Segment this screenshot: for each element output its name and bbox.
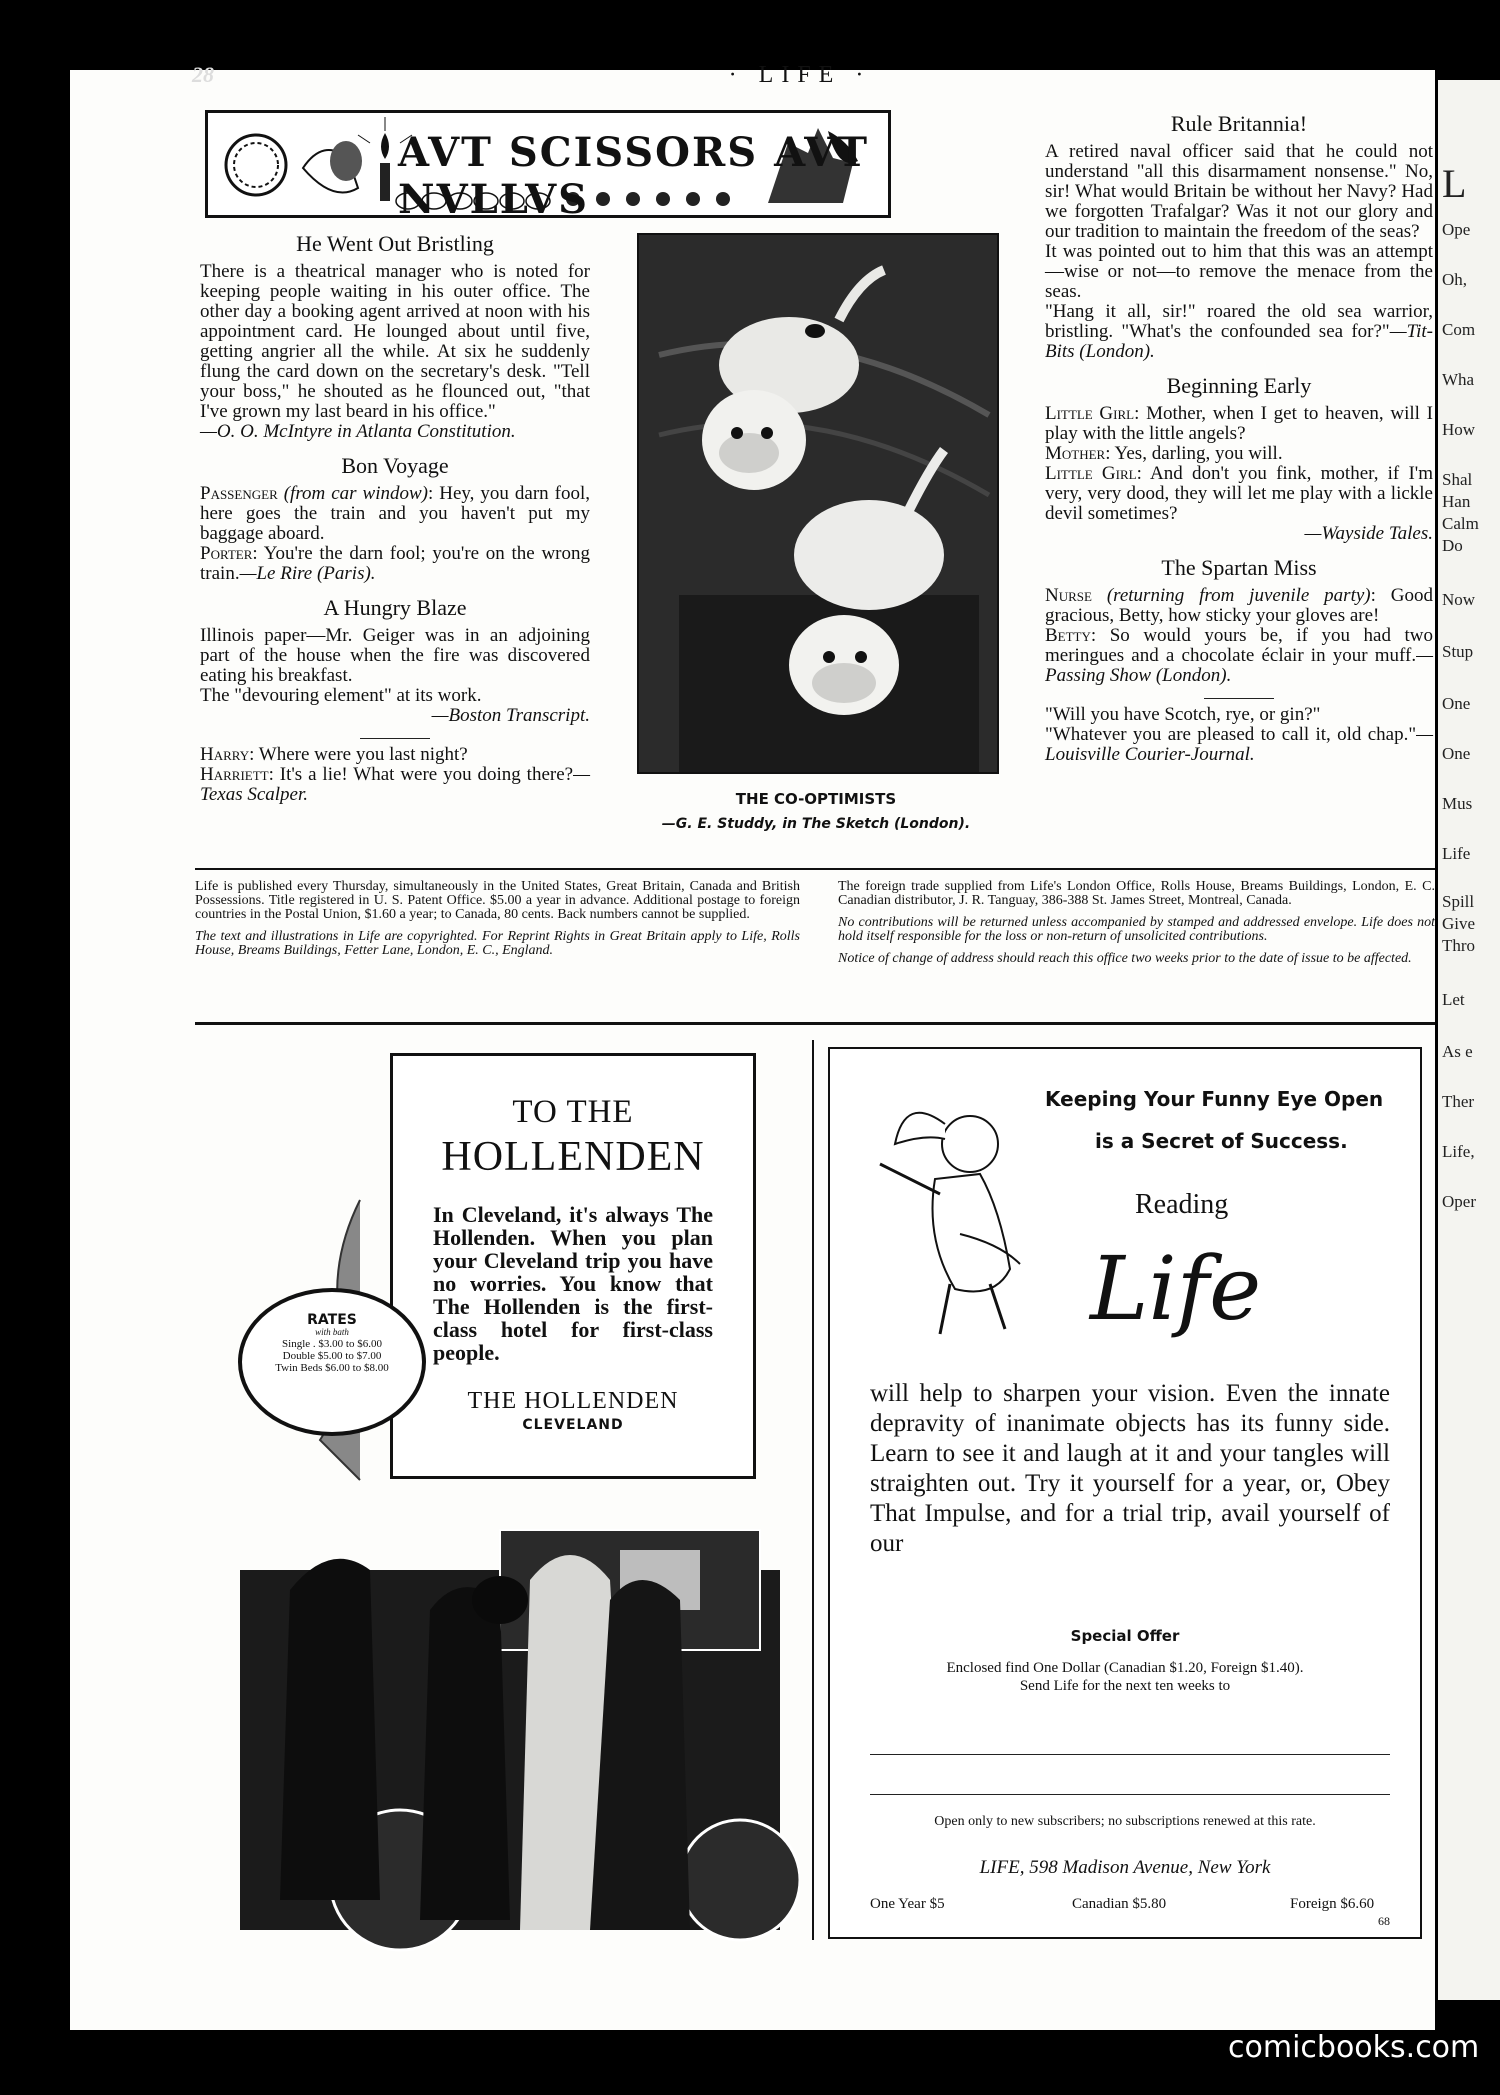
rate-twin: Twin Beds $6.00 to $8.00 (275, 1362, 389, 1374)
address-write-line[interactable] (870, 1754, 1390, 1755)
edge-fragment: Spill (1442, 892, 1475, 911)
stage-direction: (returning from juvenile party) (1106, 585, 1371, 606)
rate-single: Single . $3.00 to $6.00 (282, 1338, 382, 1350)
offer-terms (830, 1659, 1420, 1695)
column-left (200, 220, 590, 805)
cupid-illustration (860, 1084, 1050, 1344)
line-text: : You're the darn fool; you're on the wrong train. (200, 543, 590, 584)
story-source: —Passing Show (London). (1045, 645, 1433, 686)
story-source: —O. O. McIntyre in Atlanta Constitution. (200, 421, 516, 442)
life-logo: Life (1090, 1237, 1262, 1340)
story-source: —Wayside Tales. (1304, 523, 1433, 544)
speaker: Porter (200, 543, 253, 564)
edge-fragment: Calm (1442, 514, 1479, 533)
column-divider (812, 1040, 814, 1940)
watermark: comicbooks.com (1228, 2030, 1480, 2065)
line-text: "Hang it all, sir!" roared the old sea warrior, bristling. "What's the confounded sea for?" (1045, 301, 1433, 342)
line-text: : Mother, when I get to heaven, will I play with the little angels? (1045, 403, 1433, 444)
dialogue-line (1045, 725, 1433, 765)
ad-heading: TO THE (512, 1094, 634, 1130)
publication-info-right (838, 880, 1435, 974)
cartoon-photo (637, 233, 999, 774)
masthead: · LIFE · (728, 62, 872, 88)
story-body: There is a theatrical manager who is noted for keeping people waiting in his outer office. The other day a booking agent arrived at noon with his appointment card. He lounged about until five, getting angrier all the while. At six he suddenly flung the card down on the secretary's desk. "Tell your boss," he shouted as he flounced out, "that I've grown my last beard in his office." (200, 261, 590, 422)
price-canadian: Canadian $5.80 (1072, 1896, 1167, 1912)
speaker: Little Girl (1045, 403, 1135, 424)
column-right (1045, 100, 1433, 765)
rates-title: RATES (307, 1312, 357, 1328)
edge-fragment: Com (1442, 320, 1476, 339)
publication-info: Life is published every Thursday, simultaneously in the United States, Great Britain, Canada and British Possessions. Title registered in U. S. Patent Office. $5.00 a year in advance. Additional postage to foreign countries in the Postal Union, $1.60 a year; to Canada, 80 cents. Back numbers cannot be supplied. (195, 879, 800, 922)
dialogue-line (200, 745, 590, 765)
story-source: —Louisville Courier-Journal. (1045, 724, 1433, 765)
dialogue-line (1045, 586, 1433, 626)
edge-fragment: Let (1442, 990, 1465, 1009)
story-title: Bon Voyage (341, 453, 449, 478)
special-offer-title: Special Offer (1070, 1627, 1180, 1645)
story-body: Illinois paper—Mr. Geiger was in an adjoining part of the house when the fire was discovered eating his breakfast. (200, 625, 590, 686)
dialogue-line (1045, 464, 1433, 524)
story-source: —Tit-Bits (London). (1045, 321, 1433, 362)
line-text: : Where were you last night? (249, 744, 468, 765)
story-title: The Spartan Miss (1161, 555, 1317, 580)
story-source: —Boston Transcript. (431, 705, 590, 726)
dialogue-line: "Will you have Scotch, rye, or gin?" (1045, 704, 1321, 725)
edge-fragment: Life (1442, 844, 1471, 863)
story-source: —Le Rire (Paris). (239, 563, 376, 584)
edge-fragment: Stup (1442, 642, 1474, 661)
next-page-initial: L (1442, 161, 1467, 206)
edge-fragment: One (1442, 694, 1471, 713)
dialogue-line (1045, 404, 1433, 444)
edge-fragment: Oper (1442, 1192, 1476, 1211)
cartoon-caption: THE CO-OPTIMISTS (735, 790, 897, 808)
page-number: 28 (192, 62, 214, 87)
story-body: A retired naval officer said that he could not understand "all this disarmament nonsense." No, sir! What would Britain be without her Navy? Had we forgotten Trafalgar? Was it not our glory and our tradition to maintain the freedom of the seas? (1045, 141, 1433, 242)
reading-label: Reading (1135, 1189, 1229, 1220)
publisher-address: LIFE, 598 Madison Avenue, New York (979, 1857, 1271, 1878)
speaker: Little Girl (1045, 463, 1137, 484)
story-body: It was pointed out to him that this was an attempt—wise or not—to remove the menace from the seas. (1045, 241, 1433, 302)
price-foreign: Foreign $6.60 (1290, 1896, 1375, 1912)
send-line: Send Life for the next ten weeks to (1019, 1678, 1231, 1694)
story-body: The "devouring element" at its work. (200, 685, 482, 706)
speaker: Harry (200, 744, 250, 765)
edge-fragment: As e (1442, 1042, 1473, 1061)
line-text: : Hey, you darn fool, here goes the train and you haven't put my baggage aboard. (200, 483, 590, 544)
ad-body: In Cleveland, it's always The Hollenden. When you plan your Cleveland trip you have no worries. You know that The Hollenden is the first-class hotel for first-class people. (433, 1202, 713, 1365)
line-text: : So would yours be, if you had two meringues and a chocolate éclair in your muff. (1045, 625, 1433, 666)
edge-fragment: Ther (1442, 1092, 1475, 1111)
life-subscription-ad (828, 1047, 1422, 1939)
enclosed-line: Enclosed find One Dollar (Canadian $1.20, Foreign $1.40). (946, 1660, 1304, 1676)
dialogue-line (1045, 626, 1433, 686)
hotel-name: THE HOLLENDEN (467, 1388, 679, 1414)
address-write-line[interactable] (870, 1794, 1390, 1795)
rule-top (195, 868, 1435, 870)
line-text: "Whatever you are pleased to call it, old chap." (1045, 724, 1417, 745)
dialogue-line (200, 765, 590, 805)
dialogue-line (200, 484, 590, 544)
cartoon-credit: —G. E. Studdy, in The Sketch (London). (661, 816, 971, 832)
contributions-notice: No contributions will be returned unless accompanied by stamped and addressed envelope. Life does not hold itself responsible for the loss or non-return of unsolicited contributions. (838, 915, 1435, 944)
edge-fragment: Thro (1442, 936, 1476, 955)
line-text: : And don't you fink, mother, if I'm very, very dood, they will let me play with a lickle devil sometimes? (1045, 463, 1433, 524)
edge-fragment: One (1442, 744, 1471, 763)
ad-headline-2: is a Secret of Success. (1095, 1129, 1348, 1153)
story-title: Rule Britannia! (1170, 111, 1308, 136)
speaker: Mother (1045, 443, 1106, 464)
rule-bottom (195, 1022, 1435, 1025)
dialogue-line (1045, 444, 1433, 464)
divider (1204, 698, 1274, 699)
edge-fragment: Oh, (1442, 270, 1468, 289)
subscriber-notice: Open only to new subscribers; no subscriptions renewed at this rate. (934, 1814, 1316, 1829)
section-banner (205, 110, 891, 223)
line-text: : It's a lie! What were you doing there? (268, 764, 574, 785)
edge-fragment: Give (1442, 914, 1476, 933)
story-source: —Texas Scalper. (200, 764, 590, 805)
ad-code: 68 (1378, 1914, 1390, 1928)
rate-double: Double $5.00 to $7.00 (282, 1350, 382, 1362)
banner-title: AVT SCISSORS AVT NVLLVS (398, 129, 870, 223)
edge-fragment: How (1442, 420, 1476, 439)
edge-fragment: Life, (1442, 1142, 1475, 1161)
edge-fragment: Now (1442, 590, 1476, 609)
line-text: : Good gracious, Betty, how sticky your gloves are! (1045, 585, 1433, 626)
ad-copy: will help to sharpen your vision. Even the innate depravity of inanimate objects has its funny side. Learn to see it and laugh at it and your tangles will straighten out. Try it yourself for a year, or, Obey That Impulse, and for a trial trip, avail yourself of our (870, 1380, 1390, 1557)
line-text: : Yes, darling, you will. (1105, 443, 1283, 464)
ad-heading-hotel: HOLLENDEN (441, 1134, 705, 1180)
copyright-info: The text and illustrations in Life are copyrighted. For Reprint Rights in Great Britain apply to Life, Rolls House, Breams Buildings, Fetter Lane, London, E. C., England. (195, 929, 800, 958)
speaker: Passenger (200, 483, 278, 504)
story-title: He Went Out Bristling (296, 231, 494, 256)
ad-headline: Keeping Your Funny Eye Open (1045, 1087, 1384, 1111)
hotel-city: CLEVELAND (522, 1417, 624, 1433)
edge-fragment: Mus (1442, 794, 1473, 813)
story-title: Beginning Early (1166, 373, 1312, 398)
address-change-notice: Notice of change of address should reach this office two weeks prior to the date of issue to be affected. (838, 951, 1412, 966)
story-title: A Hungry Blaze (323, 595, 467, 620)
story-body (1045, 302, 1433, 362)
edge-fragment: Wha (1442, 370, 1475, 389)
speaker: Nurse (1045, 585, 1092, 606)
rates-subtitle: with bath (315, 1327, 349, 1337)
edge-fragment: Shal (1442, 470, 1473, 489)
dialogue-line (200, 544, 590, 584)
distribution-info: The foreign trade supplied from Life's London Office, Rolls House, Breams Buildings, London, E. C. Canadian distributor, J. R. Tanguay, 386-388 St. James Street, Montreal, Canada. (838, 879, 1435, 908)
divider (360, 738, 430, 739)
edge-fragment: Do (1442, 536, 1463, 555)
edge-fragment: Han (1442, 492, 1471, 511)
speaker: Harriett (200, 764, 269, 785)
publication-info-left (195, 880, 800, 966)
hollenden-ad-panel (390, 1053, 756, 1479)
next-page-edge (1438, 80, 1500, 2000)
edge-fragment: Ope (1442, 220, 1471, 239)
price-one-year: One Year $5 (870, 1896, 945, 1912)
rates-badge (238, 1288, 426, 1436)
bulldog-puppies-illustration (639, 235, 997, 772)
stage-direction: (from car window) (283, 483, 428, 504)
speaker: Betty (1045, 625, 1091, 646)
